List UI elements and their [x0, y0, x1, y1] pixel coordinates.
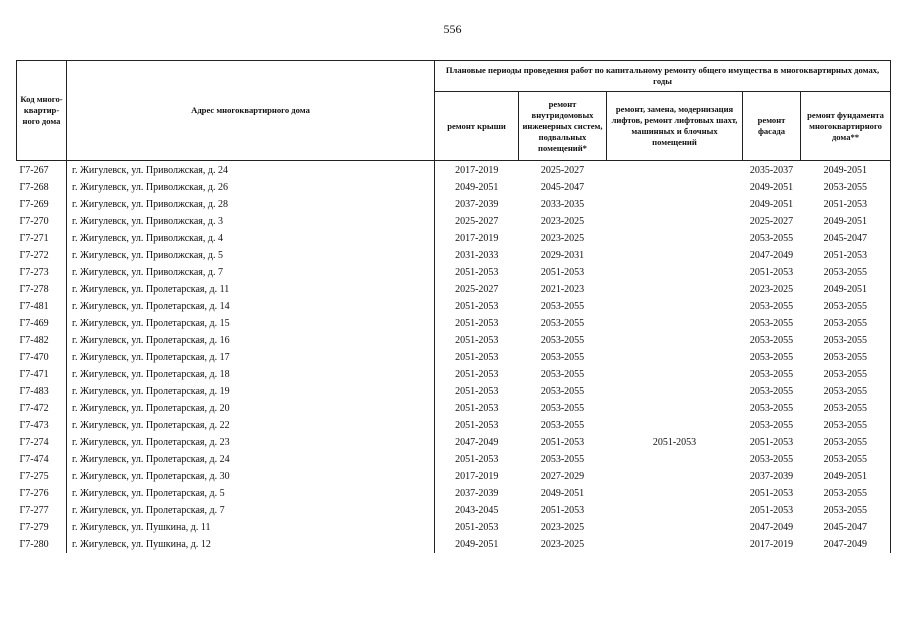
cell-code: Г7-270: [19, 216, 49, 227]
cell-roof-repair: 2051-2053: [435, 298, 519, 315]
cell-code: Г7-278: [19, 284, 49, 295]
cell-foundation-repair: 2049-2051: [801, 468, 891, 485]
cell-code: Г7-474: [19, 454, 49, 465]
cell-code: Г7-481: [19, 301, 49, 312]
table-row: [17, 502, 891, 519]
cell-foundation-repair: 2053-2055: [801, 332, 891, 349]
cell-lift-repair: [607, 213, 743, 230]
cell-lift-repair: [607, 332, 743, 349]
cell-foundation-repair: 2051-2053: [801, 247, 891, 264]
cell-roof-repair: 2025-2027: [435, 213, 519, 230]
cell-code: Г7-483: [19, 386, 49, 397]
cell-code: Г7-482: [19, 335, 49, 346]
cell-lift-repair: [607, 519, 743, 536]
cell-facade-repair: 2017-2019: [749, 539, 794, 550]
table-row: [17, 366, 891, 383]
table-row: [17, 400, 891, 417]
cell-address: г. Жигулевск, ул. Пролетарская, д. 17: [67, 349, 435, 366]
cell-facade-repair: 2051-2053: [749, 488, 794, 499]
cell-address: г. Жигулевск, ул. Приволжская, д. 5: [67, 247, 435, 264]
cell-systems-repair: 2025-2027: [540, 165, 585, 176]
cell-roof-repair: 2043-2045: [435, 502, 519, 519]
cell-systems-repair: 2053-2055: [540, 301, 585, 312]
cell-roof-repair: 2051-2053: [435, 315, 519, 332]
cell-address: г. Жигулевск, ул. Приволжская, д. 24: [67, 161, 435, 180]
cell-roof-repair: 2051-2053: [435, 400, 519, 417]
table-row: [17, 434, 891, 451]
cell-roof-repair: 2051-2053: [435, 451, 519, 468]
cell-lift-repair: [607, 417, 743, 434]
cell-lift-repair: [607, 196, 743, 213]
cell-roof-repair: 2051-2053: [435, 519, 519, 536]
cell-foundation-repair: 2053-2055: [801, 502, 891, 519]
cell-facade-repair: 2051-2053: [749, 437, 794, 448]
cell-facade-repair: 2051-2053: [749, 505, 794, 516]
cell-systems-repair: 2023-2025: [540, 522, 585, 533]
capital-repair-schedule-table: [16, 60, 891, 553]
cell-lift-repair: [607, 281, 743, 298]
cell-foundation-repair: 2053-2055: [801, 383, 891, 400]
cell-code: Г7-269: [19, 199, 49, 210]
cell-code: Г7-471: [19, 369, 49, 380]
cell-code: Г7-472: [19, 403, 49, 414]
cell-facade-repair: 2053-2055: [749, 233, 794, 244]
cell-facade-repair: 2053-2055: [749, 335, 794, 346]
table-row: [17, 179, 891, 196]
cell-foundation-repair: 2053-2055: [801, 298, 891, 315]
cell-facade-repair: 2053-2055: [749, 403, 794, 414]
header-lift-repair: ремонт, замена, модернизация лифтов, ремонт лифтовых шахт, машинных и блочных помещений: [607, 92, 743, 161]
cell-roof-repair: 2049-2051: [435, 179, 519, 196]
table-row: [17, 213, 891, 230]
cell-address: г. Жигулевск, ул. Приволжская, д. 3: [67, 213, 435, 230]
cell-lift-repair: [607, 536, 743, 553]
cell-code: Г7-469: [19, 318, 49, 329]
table-row: [17, 468, 891, 485]
header-code: Код много-квартир-ного дома: [17, 61, 67, 161]
cell-roof-repair: 2051-2053: [435, 417, 519, 434]
cell-systems-repair: 2051-2053: [540, 437, 585, 448]
cell-code: Г7-272: [19, 250, 49, 261]
cell-roof-repair: 2017-2019: [435, 230, 519, 247]
cell-address: г. Жигулевск, ул. Пролетарская, д. 23: [67, 434, 435, 451]
table-row: [17, 230, 891, 247]
cell-facade-repair: 2053-2055: [749, 386, 794, 397]
table-row: [17, 281, 891, 298]
cell-roof-repair: 2025-2027: [435, 281, 519, 298]
header-roof-repair: ремонт крыши: [435, 92, 519, 161]
cell-systems-repair: 2053-2055: [540, 420, 585, 431]
cell-roof-repair: 2051-2053: [435, 366, 519, 383]
cell-address: г. Жигулевск, ул. Приволжская, д. 7: [67, 264, 435, 281]
cell-address: г. Жигулевск, ул. Пролетарская, д. 15: [67, 315, 435, 332]
cell-address: г. Жигулевск, ул. Пролетарская, д. 11: [67, 281, 435, 298]
cell-systems-repair: 2053-2055: [540, 335, 585, 346]
cell-code: Г7-267: [19, 165, 49, 176]
cell-address: г. Жигулевск, ул. Пролетарская, д. 18: [67, 366, 435, 383]
cell-systems-repair: 2053-2055: [540, 386, 585, 397]
cell-foundation-repair: 2049-2051: [801, 281, 891, 298]
table-body: [17, 161, 891, 554]
cell-systems-repair: 2053-2055: [540, 454, 585, 465]
cell-foundation-repair: 2053-2055: [801, 400, 891, 417]
cell-foundation-repair: 2051-2053: [801, 196, 891, 213]
cell-foundation-repair: 2047-2049: [801, 536, 891, 553]
cell-lift-repair: [607, 161, 743, 180]
cell-roof-repair: 2049-2051: [435, 536, 519, 553]
cell-foundation-repair: 2049-2051: [801, 161, 891, 180]
cell-lift-repair: [607, 451, 743, 468]
cell-address: г. Жигулевск, ул. Пушкина, д. 11: [67, 519, 435, 536]
cell-foundation-repair: 2053-2055: [801, 485, 891, 502]
cell-facade-repair: 2023-2025: [749, 284, 794, 295]
cell-code: Г7-274: [19, 437, 49, 448]
cell-facade-repair: 2053-2055: [749, 420, 794, 431]
cell-code: Г7-279: [19, 522, 49, 533]
cell-facade-repair: 2037-2039: [749, 471, 794, 482]
table-row: [17, 161, 891, 180]
cell-facade-repair: 2053-2055: [749, 454, 794, 465]
cell-lift-repair: [607, 502, 743, 519]
cell-systems-repair: 2053-2055: [540, 352, 585, 363]
cell-address: г. Жигулевск, ул. Приволжская, д. 28: [67, 196, 435, 213]
cell-code: Г7-470: [19, 352, 49, 363]
cell-lift-repair: [607, 383, 743, 400]
cell-foundation-repair: 2045-2047: [801, 519, 891, 536]
cell-lift-repair: [607, 179, 743, 196]
cell-facade-repair: 2053-2055: [749, 352, 794, 363]
cell-foundation-repair: 2045-2047: [801, 230, 891, 247]
table-header: [17, 61, 891, 161]
cell-foundation-repair: 2053-2055: [801, 451, 891, 468]
cell-lift-repair: [607, 485, 743, 502]
cell-systems-repair: 2053-2055: [540, 318, 585, 329]
cell-systems-repair: 2023-2025: [540, 216, 585, 227]
table-row: [17, 247, 891, 264]
cell-roof-repair: 2017-2019: [435, 468, 519, 485]
cell-systems-repair: 2049-2051: [540, 488, 585, 499]
cell-systems-repair: 2023-2025: [540, 539, 585, 550]
table-row: [17, 315, 891, 332]
cell-lift-repair: [607, 247, 743, 264]
cell-systems-repair: 2045-2047: [540, 182, 585, 193]
cell-foundation-repair: 2053-2055: [801, 417, 891, 434]
cell-address: г. Жигулевск, ул. Пролетарская, д. 7: [67, 502, 435, 519]
cell-foundation-repair: 2053-2055: [801, 264, 891, 281]
cell-systems-repair: 2023-2025: [540, 233, 585, 244]
cell-foundation-repair: 2053-2055: [801, 434, 891, 451]
cell-address: г. Жигулевск, ул. Пролетарская, д. 16: [67, 332, 435, 349]
cell-address: г. Жигулевск, ул. Пролетарская, д. 19: [67, 383, 435, 400]
table-row: [17, 536, 891, 553]
table-row: [17, 519, 891, 536]
table-row: [17, 417, 891, 434]
cell-roof-repair: 2051-2053: [435, 349, 519, 366]
cell-address: г. Жигулевск, ул. Пролетарская, д. 5: [67, 485, 435, 502]
cell-systems-repair: 2033-2035: [540, 199, 585, 210]
cell-systems-repair: 2029-2031: [540, 250, 585, 261]
table-row: [17, 451, 891, 468]
cell-roof-repair: 2031-2033: [435, 247, 519, 264]
cell-lift-repair: [607, 315, 743, 332]
cell-lift-repair: 2051-2053: [652, 437, 697, 448]
cell-facade-repair: 2047-2049: [749, 522, 794, 533]
cell-code: Г7-280: [19, 539, 49, 550]
header-address: Адрес многоквартирного дома: [67, 61, 435, 161]
header-foundation-repair: ремонт фундамента многоквартирного дома**: [801, 92, 891, 161]
cell-facade-repair: 2049-2051: [749, 199, 794, 210]
header-facade-repair: ремонт фасада: [743, 92, 801, 161]
cell-lift-repair: [607, 366, 743, 383]
table-row: [17, 485, 891, 502]
cell-facade-repair: 2053-2055: [749, 369, 794, 380]
cell-address: г. Жигулевск, ул. Пролетарская, д. 30: [67, 468, 435, 485]
cell-systems-repair: 2051-2053: [540, 505, 585, 516]
cell-systems-repair: 2051-2053: [540, 267, 585, 278]
cell-code: Г7-275: [19, 471, 49, 482]
cell-address: г. Жигулевск, ул. Приволжская, д. 4: [67, 230, 435, 247]
cell-foundation-repair: 2049-2051: [801, 213, 891, 230]
cell-roof-repair: 2051-2053: [435, 332, 519, 349]
cell-code: Г7-277: [19, 505, 49, 516]
header-engineering-systems-repair: ремонт внутридомовых инженерных систем, подвальных помещений*: [519, 92, 607, 161]
cell-code: Г7-273: [19, 267, 49, 278]
cell-roof-repair: 2037-2039: [435, 485, 519, 502]
cell-facade-repair: 2047-2049: [749, 250, 794, 261]
cell-address: г. Жигулевск, ул. Пролетарская, д. 20: [67, 400, 435, 417]
cell-lift-repair: [607, 400, 743, 417]
cell-address: г. Жигулевск, ул. Приволжская, д. 26: [67, 179, 435, 196]
header-planned-periods: Плановые периоды проведения работ по капитальному ремонту общего имущества в многоквартирных домах, годы: [435, 61, 891, 92]
cell-code: Г7-473: [19, 420, 49, 431]
cell-roof-repair: 2051-2053: [435, 264, 519, 281]
table-row: [17, 196, 891, 213]
cell-roof-repair: 2037-2039: [435, 196, 519, 213]
cell-facade-repair: 2051-2053: [749, 267, 794, 278]
cell-lift-repair: [607, 264, 743, 281]
cell-facade-repair: 2053-2055: [749, 301, 794, 312]
cell-lift-repair: [607, 298, 743, 315]
cell-facade-repair: 2025-2027: [749, 216, 794, 227]
cell-foundation-repair: 2053-2055: [801, 315, 891, 332]
cell-address: г. Жигулевск, ул. Пролетарская, д. 22: [67, 417, 435, 434]
table-row: [17, 298, 891, 315]
table-row: [17, 383, 891, 400]
cell-facade-repair: 2035-2037: [749, 165, 794, 176]
cell-code: Г7-268: [19, 182, 49, 193]
cell-foundation-repair: 2053-2055: [801, 349, 891, 366]
cell-code: Г7-276: [19, 488, 49, 499]
cell-systems-repair: 2027-2029: [540, 471, 585, 482]
cell-roof-repair: 2051-2053: [435, 383, 519, 400]
cell-facade-repair: 2053-2055: [749, 318, 794, 329]
cell-foundation-repair: 2053-2055: [801, 366, 891, 383]
cell-code: Г7-271: [19, 233, 49, 244]
cell-address: г. Жигулевск, ул. Пушкина, д. 12: [67, 536, 435, 553]
table-row: [17, 264, 891, 281]
cell-systems-repair: 2053-2055: [540, 369, 585, 380]
cell-roof-repair: 2017-2019: [435, 161, 519, 180]
cell-lift-repair: [607, 230, 743, 247]
cell-address: г. Жигулевск, ул. Пролетарская, д. 24: [67, 451, 435, 468]
cell-facade-repair: 2049-2051: [749, 182, 794, 193]
table-row: [17, 332, 891, 349]
cell-roof-repair: 2047-2049: [435, 434, 519, 451]
table-row: [17, 349, 891, 366]
cell-lift-repair: [607, 468, 743, 485]
cell-foundation-repair: 2053-2055: [801, 179, 891, 196]
cell-lift-repair: [607, 349, 743, 366]
cell-systems-repair: 2021-2023: [540, 284, 585, 295]
page-number: 556: [443, 22, 462, 36]
cell-systems-repair: 2053-2055: [540, 403, 585, 414]
cell-address: г. Жигулевск, ул. Пролетарская, д. 14: [67, 298, 435, 315]
